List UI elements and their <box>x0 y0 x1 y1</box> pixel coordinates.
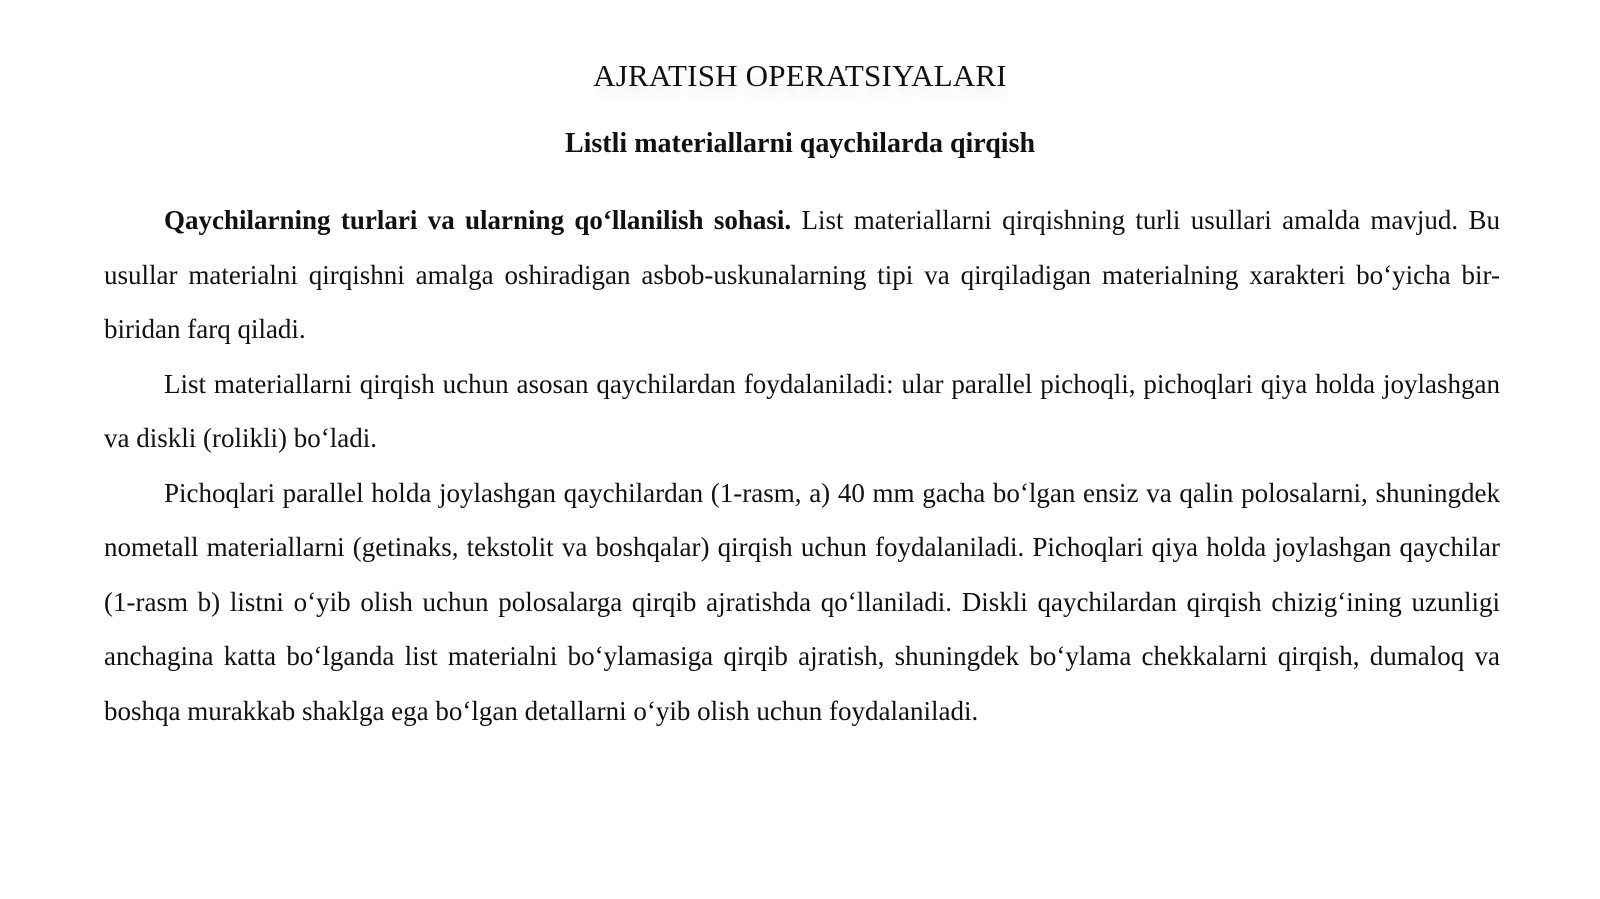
document-title: AJRATISH OPERATSIYALARI <box>593 58 1007 93</box>
paragraph-1-text: List materiallarni qirqishning turli usullari amalda mavjud. Bu usullar materialni qirqishni amalga oshiradigan asbob-uskunalarning tipi va qirqiladigan materialning xarakteri bo‘yicha bir-biridan farq qiladi. <box>104 205 1500 344</box>
paragraph-2 <box>104 357 1500 466</box>
paragraph-1 <box>104 193 1500 357</box>
section-heading: Listli materiallarni qaychilarda qirqish <box>564 128 1036 159</box>
paragraph-3 <box>104 466 1500 739</box>
document-body <box>104 193 1500 738</box>
paragraph-2-text: List materiallarni qirqish uchun asosan qaychilardan foydalaniladi: ular parallel pichoqli, pichoqlari qiya holda joylashgan va diskli (rolikli) bo‘ladi. <box>104 368 1500 453</box>
paragraph-3-text: Pichoqlari parallel holda joylashgan qaychilardan (1-rasm, a) 40 mm gacha bo‘lgan ensiz va qalin polosalarni, shuningdek nometall materiallarni (getinaks, tekstolit va boshqalar) qirqish uchun foydalaniladi. Pichoqlari qiya holda joylashgan qaychilar (1-rasm b) listni o‘yib olish uchun polosalarga qirqib ajratishda qo‘llaniladi. Diskli qaychilardan qirqish chizig‘ining uzunligi anchagina katta bo‘lganda list materialni bo‘ylamasiga qirqib ajratish, shuningdek bo‘ylama chekkalarni qirqish, dumaloq va boshqa murakkab shaklga ega bo‘lgan detallarni o‘yib olish uchun foydalaniladi. <box>104 477 1500 726</box>
paragraph-1-lead: Qaychilarning turlari va ularning qo‘llanilish sohasi. <box>164 205 792 235</box>
